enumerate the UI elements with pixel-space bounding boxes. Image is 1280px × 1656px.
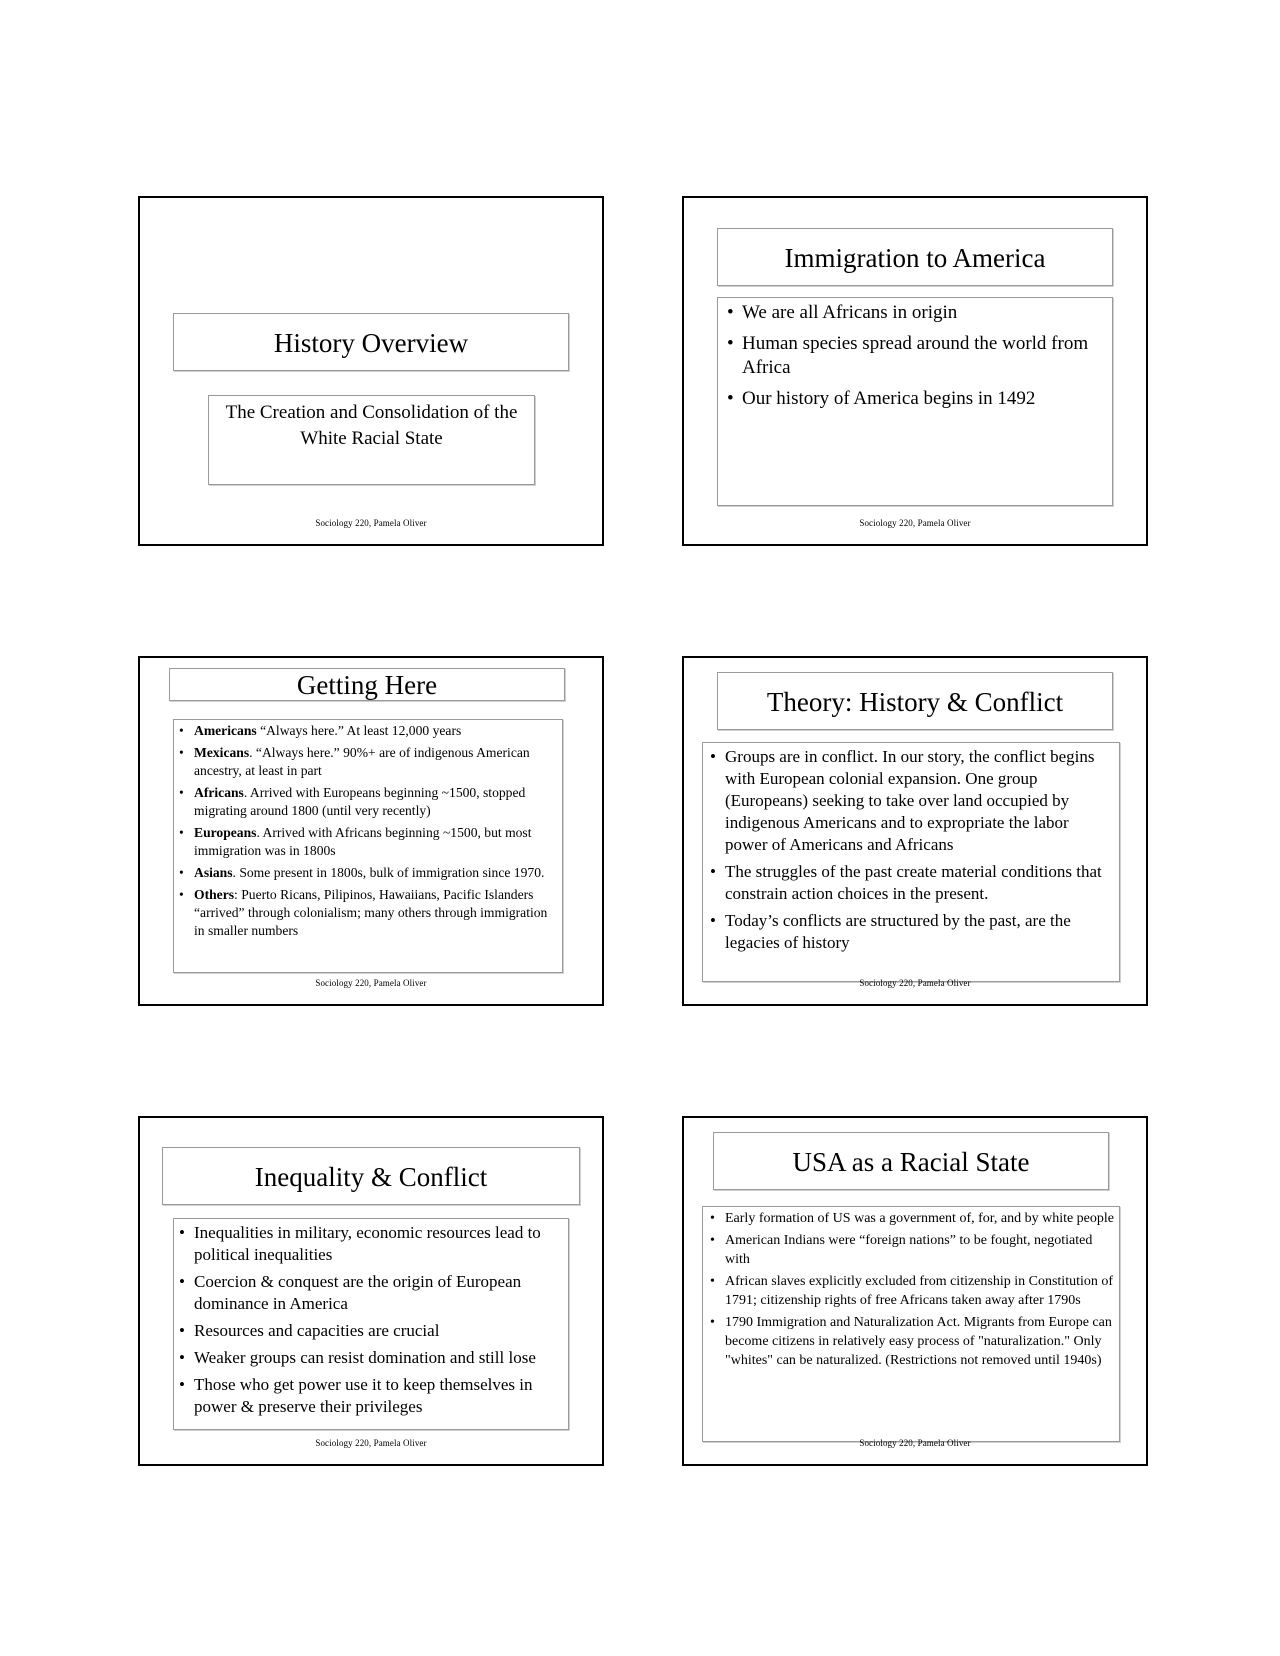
slide-usa-racial-state <box>682 1116 1148 1466</box>
bullet-item <box>174 722 558 740</box>
slide-body-box <box>173 719 563 973</box>
slide-title-box <box>717 228 1113 286</box>
bullet-keyword: Europeans <box>194 825 257 840</box>
bullet-item: • Coercion & conquest are the origin of European dominance in America <box>174 1271 562 1315</box>
slide-footer: Sociology 220, Pamela Oliver <box>315 518 427 528</box>
bullet-item: • Those who get power use it to keep themselves in power & preserve their privileges <box>174 1374 562 1418</box>
slide-title: Inequality & Conflict <box>254 1162 488 1192</box>
slide-body-box <box>173 1218 569 1430</box>
bullet-item: • African slaves explicitly excluded from citizenship in Constitution of 1791; citizenship rights of free Africans taken away after 1790s <box>705 1272 1115 1310</box>
bullet-item: • Weaker groups can resist domination and still lose <box>174 1347 562 1369</box>
bullet-text: . “Always here.” 90%+ are of indigenous American ancestry, at least in part <box>194 745 530 778</box>
slide-title: USA as a Racial State <box>792 1147 1030 1177</box>
bullet-list <box>703 1207 1119 1370</box>
bullet-text: “Always here.” At least 12,000 years <box>256 723 462 738</box>
bullet-item: • Early formation of US was a government of, for, and by white people <box>705 1209 1115 1228</box>
slide-getting-here <box>138 656 604 1006</box>
slide-title: Theory: History & Conflict <box>766 687 1064 717</box>
slide-body-box <box>702 1206 1120 1442</box>
slide-body-box <box>702 742 1120 982</box>
bullet-item: • 1790 Immigration and Naturalization Act. Migrants from Europe can become citizens in relatively easy process of "naturalization." Only "whites" can be naturalized. (Restrictions not removed until 1940s) <box>705 1313 1115 1370</box>
bullet-item: • We are all Africans in origin <box>722 301 1104 325</box>
slide-subtitle-box <box>208 395 535 485</box>
bullet-item: • Resources and capacities are crucial <box>174 1320 562 1342</box>
slide-footer: Sociology 220, Pamela Oliver <box>315 978 427 988</box>
slide-footer: Sociology 220, Pamela Oliver <box>859 1438 971 1448</box>
slide-immigration-to-america <box>682 196 1148 546</box>
slide-title-box <box>717 672 1113 730</box>
bullet-item: • Inequalities in military, economic resources lead to political inequalities <box>174 1222 562 1266</box>
slide-body-box <box>717 297 1113 506</box>
bullet-item <box>174 784 558 820</box>
bullet-item <box>174 824 558 860</box>
slide-title: Immigration to America <box>784 243 1046 273</box>
slide-theory-history-conflict <box>682 656 1148 1006</box>
bullet-list <box>718 298 1112 411</box>
slide-title: Getting Here <box>296 670 438 700</box>
slide-footer: Sociology 220, Pamela Oliver <box>315 1438 427 1448</box>
slide-history-overview <box>138 196 604 546</box>
bullet-item: • Groups are in conflict. In our story, the conflict begins with European colonial expansion. One group (Europeans) seeking to take over land occupied by indigenous Americans and to expropriate the labor power of Americans and Africans <box>705 746 1111 856</box>
slide-title-box <box>173 313 569 371</box>
slide-subtitle: The Creation and Consolidation of the White Racial State <box>225 402 518 449</box>
bullet-item: • Our history of America begins in 1492 <box>722 387 1104 411</box>
bullet-item <box>174 886 558 940</box>
bullet-keyword: Africans <box>194 785 244 800</box>
bullet-text: . Arrived with Africans beginning ~1500, but most immigration was in 1800s <box>194 825 532 858</box>
slide-title: History Overview <box>273 328 469 358</box>
bullet-item <box>174 864 558 882</box>
bullet-keyword: Mexicans <box>194 745 250 760</box>
bullet-list <box>174 1219 568 1418</box>
bullet-text: : Puerto Ricans, Pilipinos, Hawaiians, Pacific Islanders “arrived” through colonialism; many others through immigration in smaller numbers <box>194 887 548 938</box>
bullet-text: . Arrived with Europeans beginning ~1500, stopped migrating around 1800 (until very recently) <box>194 785 526 818</box>
bullet-list <box>174 720 562 940</box>
slide-title-box <box>169 668 565 701</box>
bullet-item <box>174 744 558 780</box>
slide-title-box <box>162 1147 580 1205</box>
slide-inequality-conflict <box>138 1116 604 1466</box>
bullet-item: • The struggles of the past create material conditions that constrain action choices in the present. <box>705 861 1111 905</box>
bullet-item: • American Indians were “foreign nations” to be fought, negotiated with <box>705 1231 1115 1269</box>
slide-title-box <box>713 1132 1109 1190</box>
bullet-item: • Human species spread around the world from Africa <box>722 332 1104 380</box>
slide-footer: Sociology 220, Pamela Oliver <box>859 978 971 988</box>
bullet-list <box>703 743 1119 954</box>
bullet-item: • Today’s conflicts are structured by the past, are the legacies of history <box>705 910 1111 954</box>
bullet-keyword: Americans <box>194 723 257 738</box>
bullet-text: . Some present in 1800s, bulk of immigration since 1970. <box>232 865 545 880</box>
bullet-keyword: Others <box>194 887 235 902</box>
bullet-keyword: Asians <box>194 865 233 880</box>
slide-footer: Sociology 220, Pamela Oliver <box>859 518 971 528</box>
